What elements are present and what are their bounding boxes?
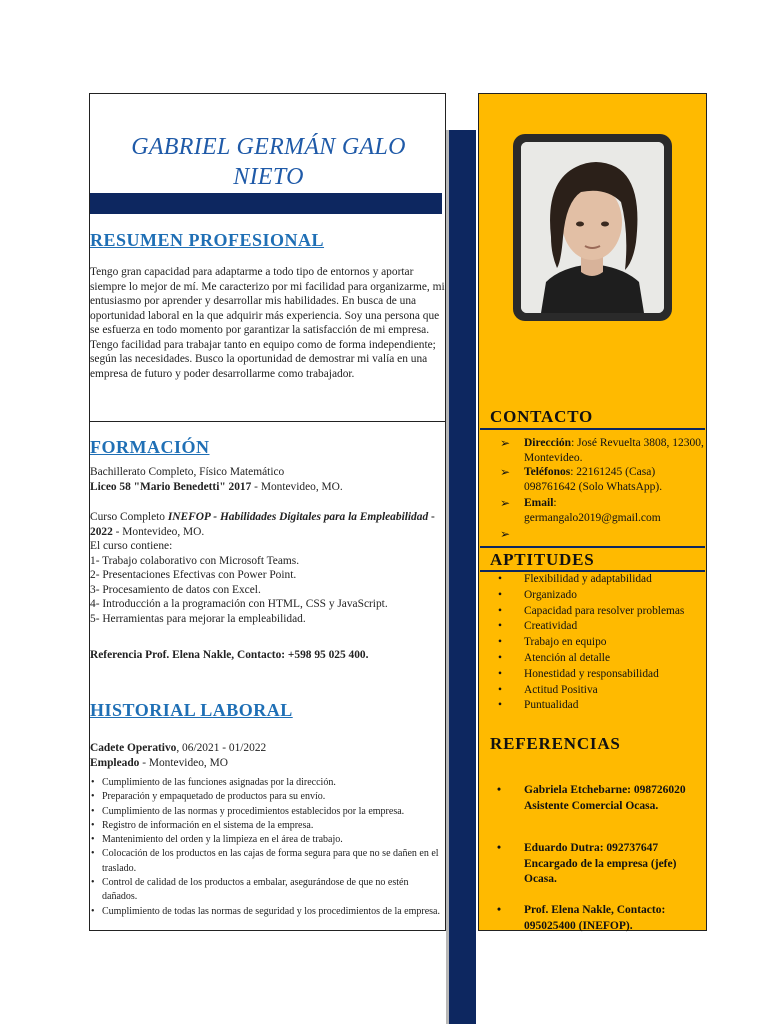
formacion-reference: Referencia Prof. Elena Nakle, Contacto: +598 95 025 400. bbox=[90, 649, 369, 661]
list-item: • Capacidad para resolver problemas bbox=[492, 604, 707, 620]
job-header bbox=[90, 741, 445, 770]
bullet-icon: • bbox=[497, 784, 502, 796]
aptitudes-top-line bbox=[480, 546, 705, 548]
list-item: • Cumplimiento de las normas y procedimientos establecidos por la empresa. bbox=[90, 805, 446, 819]
candidate-name bbox=[100, 132, 437, 192]
course-module: 4- Introducción a la programación con HTML, CSS y JavaScript. bbox=[90, 598, 388, 610]
edu2-contains: El curso contiene: bbox=[90, 540, 173, 552]
edu2-prefix: Curso Completo bbox=[90, 511, 168, 523]
name-underline-bar bbox=[90, 193, 442, 214]
aptitudes-list bbox=[492, 572, 707, 714]
email-colon: : bbox=[553, 497, 557, 509]
contact-email bbox=[500, 496, 700, 528]
edu1-degree: Bachillerato Completo, Físico Matemático bbox=[90, 466, 285, 478]
section-divider bbox=[90, 421, 445, 422]
list-item: • Puntualidad bbox=[492, 698, 707, 714]
reference-text: Gabriela Etchebarne: 098726020 Asistente Comercial Ocasa. bbox=[524, 784, 686, 812]
bullet-icon: • bbox=[497, 842, 502, 854]
reference-item bbox=[497, 903, 707, 933]
job-place: - Montevideo, MO bbox=[139, 756, 228, 769]
name-line-2: NIETO bbox=[233, 164, 304, 190]
edu2-course: INEFOP - Habilidades Digitales para la Empleabilidad bbox=[167, 511, 429, 523]
contact-empty bbox=[500, 527, 700, 542]
list-item: • Control de calidad de los productos a embalar, asegurándose de que no estén dañados. bbox=[90, 876, 446, 905]
email-label: Email bbox=[524, 497, 554, 509]
course-module: 3- Procesamiento de datos con Excel. bbox=[90, 583, 261, 596]
list-item: • Honestidad y responsabilidad bbox=[492, 667, 707, 683]
job-role: Empleado bbox=[90, 756, 140, 769]
course-module: 5- Herramientas para mejorar la empleabilidad. bbox=[90, 612, 306, 625]
job-tasks-list bbox=[90, 776, 446, 919]
contact-phones bbox=[500, 465, 700, 497]
portrait-illustration bbox=[521, 142, 664, 313]
referencias-title: REFERENCIAS bbox=[490, 734, 621, 753]
reference-item bbox=[497, 841, 707, 891]
list-item: • Registro de información en el sistema de la empresa. bbox=[90, 819, 446, 833]
edu1-place: - Montevideo, MO. bbox=[251, 480, 343, 493]
list-item: • Cumplimiento de las funciones asignadas por la dirección. bbox=[90, 776, 446, 790]
list-item: • Colocación de los productos en las cajas de forma segura para que no se dañen en el traslado. bbox=[90, 847, 446, 876]
course-module: 1- Trabajo colaborativo con Microsoft Teams. bbox=[90, 554, 300, 567]
contacto-underline bbox=[480, 428, 705, 430]
job-title: Cadete Operativo bbox=[90, 742, 177, 754]
address-value: : José Revuelta 3808, 12300, Montevideo. bbox=[524, 437, 704, 464]
contacto-title: CONTACTO bbox=[490, 407, 594, 426]
edu2-place: - Montevideo, MO. bbox=[112, 525, 205, 538]
list-item: • Creatividad bbox=[492, 619, 707, 635]
list-item: • Trabajo en equipo bbox=[492, 635, 707, 651]
arrow-bullet-icon: ➢ bbox=[500, 527, 511, 541]
name-line-1: GABRIEL GERMÁN GALO bbox=[131, 134, 406, 160]
contact-address bbox=[500, 436, 704, 468]
list-item: • Flexibilidad y adaptabilidad bbox=[492, 572, 707, 588]
arrow-bullet-icon: ➢ bbox=[500, 496, 511, 510]
course-module: 2- Presentaciones Efectivas con Power Point. bbox=[90, 569, 297, 581]
phones-label: Teléfonos bbox=[524, 466, 571, 478]
list-item: • Atención al detalle bbox=[492, 651, 707, 667]
reference-text: Eduardo Dutra: 092737647 Encargado de la empresa (jefe) Ocasa. bbox=[524, 842, 677, 885]
email-value[interactable]: germangalo2019@gmail.com bbox=[524, 512, 661, 524]
resumen-title: RESUMEN PROFESIONAL bbox=[90, 230, 325, 250]
list-item: • Preparación y empaquetado de productos para su envío. bbox=[90, 790, 446, 804]
arrow-bullet-icon: ➢ bbox=[500, 436, 511, 450]
reference-text: Prof. Elena Nakle, Contacto: 095025400 (INEFOP). bbox=[524, 904, 666, 932]
list-item: • Mantenimiento del orden y la limpieza en el área de trabajo. bbox=[90, 833, 446, 847]
resumen-text: Tengo gran capacidad para adaptarme a todo tipo de entornos y aportar siempre lo mejor de mí. Me caracterizo por mi facilidad para organizarme, mi entusiasmo por aprender y desarrollar mis habilidades. En busca de una oportunidad laboral en la que adquirir más experiencia. Soy una persona que se esfuerza en todo momento por garantizar la satisfacción de mi empresa. Tengo facilidad para trabajar tanto en equipo como de forma independiente; según las necesidades. Busco la oportunidad de demostrar mi valía en una empresa de futuro y poder desarrollarme como trabajador. bbox=[90, 266, 445, 380]
decorative-navy-strip bbox=[446, 130, 476, 1024]
reference-item bbox=[497, 783, 707, 817]
job-dates: , 06/2021 - 01/2022 bbox=[176, 742, 267, 754]
education-entry-2 bbox=[90, 510, 445, 626]
edu1-school: Liceo 58 "Mario Benedetti" 2017 bbox=[90, 480, 252, 493]
formacion-title: FORMACIÓN bbox=[90, 437, 210, 457]
arrow-bullet-icon: ➢ bbox=[500, 465, 511, 479]
bullet-icon: • bbox=[497, 904, 502, 916]
historial-title: HISTORIAL LABORAL bbox=[90, 700, 293, 720]
education-entry-1 bbox=[90, 465, 445, 494]
list-item: • Organizado bbox=[492, 588, 707, 604]
phones-value: : 22161245 (Casa) 098761642 (Solo WhatsApp). bbox=[524, 466, 663, 493]
photo-frame bbox=[513, 134, 672, 321]
list-item: • Actitud Positiva bbox=[492, 683, 707, 699]
list-item: • Cumplimiento de todas las normas de seguridad y los procedimientos de la empresa. bbox=[90, 905, 446, 919]
edu2-year: - 2022 bbox=[90, 511, 435, 538]
portrait-photo bbox=[521, 142, 664, 313]
address-label: Dirección bbox=[524, 437, 572, 449]
aptitudes-title: APTITUDES bbox=[490, 550, 595, 569]
